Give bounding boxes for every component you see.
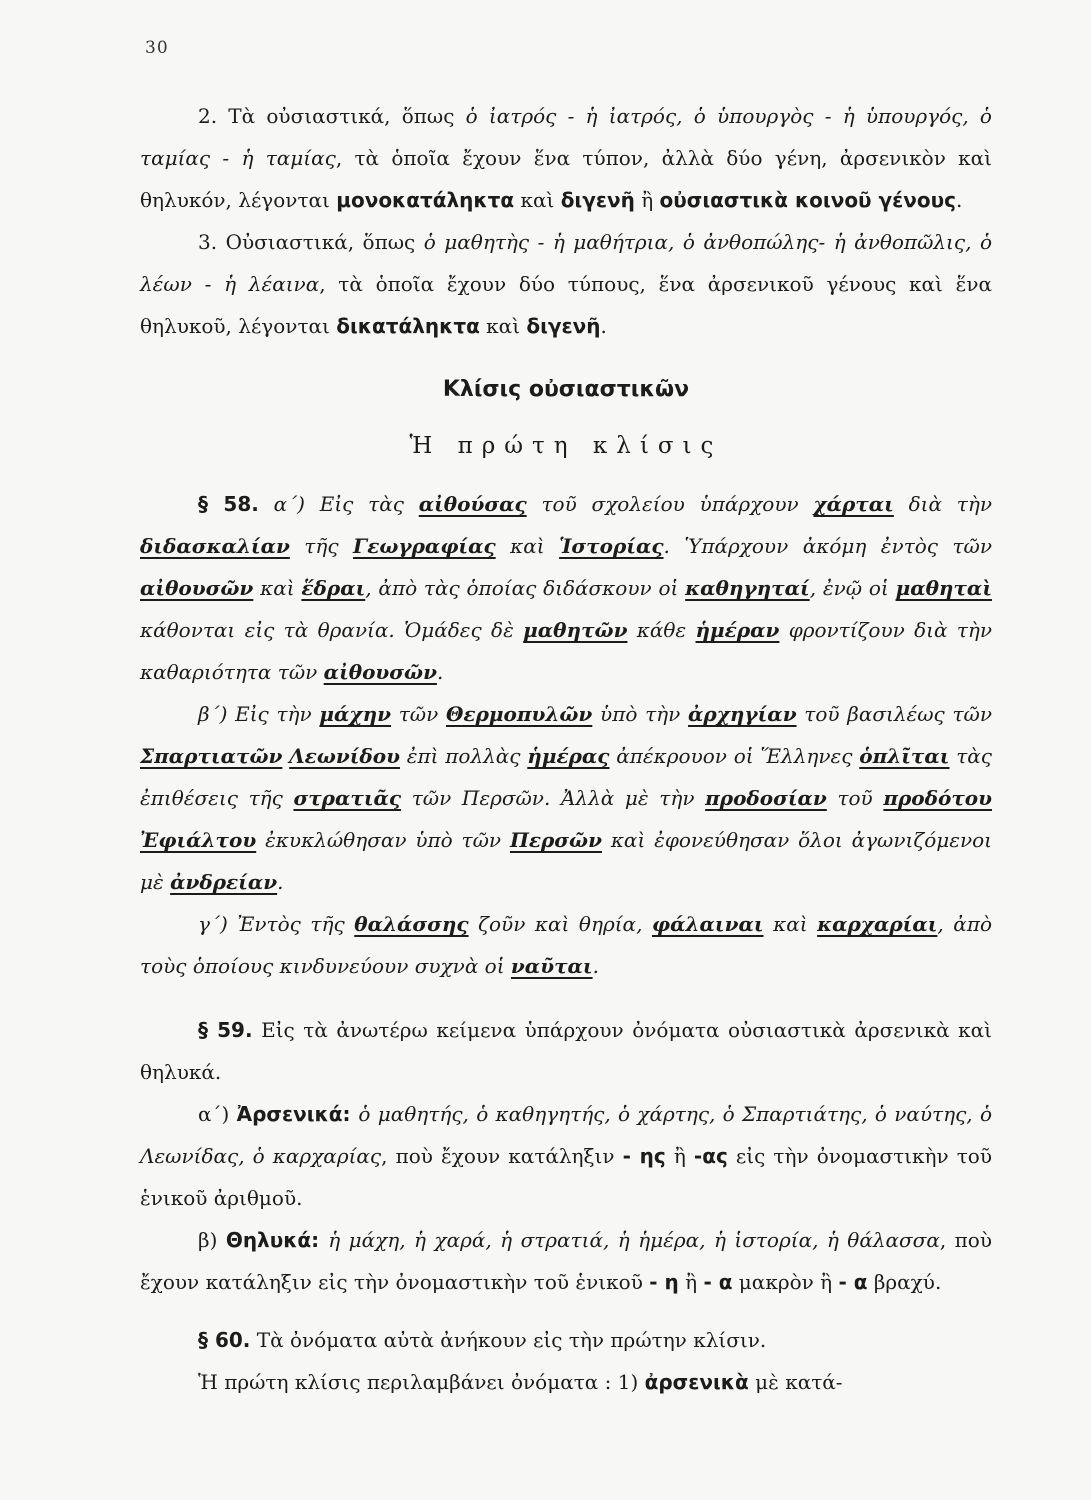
- underlined-word: ἡμέρας: [527, 744, 610, 768]
- text: ἐκυκλώθησαν ὑπὸ τῶν: [256, 828, 510, 852]
- paragraph-58a: [140, 483, 992, 693]
- text: α΄): [198, 1102, 237, 1126]
- text: ὑπὸ τὴν: [592, 702, 689, 726]
- term-digeni: διγενῆ: [560, 188, 635, 212]
- underlined-word: Γεωγραφίας: [353, 534, 496, 558]
- text: τοῦ: [826, 786, 884, 810]
- text: .: [436, 660, 444, 684]
- page-body: [140, 95, 992, 1403]
- text: ἢ: [678, 1270, 704, 1294]
- text: :: [342, 1102, 359, 1126]
- spacer: [140, 987, 992, 1009]
- text: β): [198, 1228, 226, 1252]
- text: τῶν Περσῶν. Ἀλλὰ μὲ τὴν: [401, 786, 706, 810]
- underlined-word: προδοσίαν: [705, 786, 827, 810]
- text: , τὰ ὁποῖα ἔχουν ἕνα τύπον, ἀλλὰ δύο γένη, ἀρσενικὸν καὶ θηλυκόν, λέγονται: [140, 146, 992, 212]
- text: .: [600, 314, 607, 338]
- underlined-word: Θερμοπυλῶν: [445, 702, 593, 726]
- section-subheading: Ἡ πρώτη κλίσις: [409, 433, 723, 459]
- paragraph-3: [140, 221, 992, 347]
- text: Εἰς τὰς: [319, 492, 419, 516]
- underlined-word: ἡμέραν: [695, 618, 780, 642]
- underlined-word: αἰθουσῶν: [140, 576, 254, 600]
- underlined-word: μαθηταὶ: [895, 576, 992, 600]
- example-words: ἡ μάχη, ἡ χαρά, ἡ στρατιά, ἡ ἡμέρα, ἡ ἱστορία, ἡ θάλασσα: [328, 1228, 940, 1252]
- text: α΄): [258, 492, 320, 516]
- text: καὶ: [479, 314, 527, 338]
- text: , τὰ ὁποῖα ἔχουν δύο τύπους, ἕνα ἀρσενικοῦ γένους καὶ ἕνα θηλυκοῦ, λέγονται: [140, 272, 993, 338]
- paragraph-58c: [140, 903, 992, 987]
- underlined-word: διδασκαλίαν: [140, 534, 290, 558]
- paragraph-59a: [140, 1093, 992, 1219]
- text: γ΄): [198, 912, 238, 936]
- underlined-word: ὁπλῖται: [859, 744, 950, 768]
- text: καὶ: [514, 188, 561, 212]
- ending: -ας: [693, 1144, 728, 1168]
- underlined-word: φάλαιναι: [651, 912, 764, 936]
- text: Εἰς τὴν: [235, 702, 320, 726]
- example-words: ὁ ἰατρός - ἡ ἰατρός, ὁ ὑπουργὸς - ἡ ὑπουργός, ὁ ταμίας - ἡ ταμίας: [140, 104, 992, 170]
- text: ζοῦν καὶ θηρία,: [468, 912, 652, 936]
- term-thilyka: Θηλυκά: [225, 1228, 312, 1252]
- paragraph-58b: [140, 693, 992, 903]
- text: κάθονται εἰς τὰ θρανία. Ὁμάδες δὲ: [140, 618, 524, 642]
- text: τῆς: [289, 534, 354, 558]
- text: εἰς τὴν ὀνομαστικὴν τοῦ ἑνικοῦ ἀριθμοῦ.: [140, 1144, 993, 1210]
- underlined-word: στρατιᾶς: [293, 786, 402, 810]
- term-monokatalikta: μονοκατάληκτα: [336, 188, 515, 212]
- text: .: [277, 870, 284, 894]
- text: καὶ ἐφονεύθησαν ὅλοι ἀγωνιζόμενοι μὲ: [140, 828, 993, 894]
- text: βραχύ.: [867, 1270, 942, 1294]
- text: , ἐνῷ οἱ: [809, 576, 896, 600]
- text: φροντίζουν διὰ τὴν καθαριότητα τῶν: [140, 618, 993, 684]
- underlined-word: Σπαρτιατῶν: [140, 744, 283, 768]
- underlined-word: θαλάσσης: [354, 912, 469, 936]
- paragraph-60b: [140, 1361, 992, 1403]
- underlined-word: προδότου: [883, 786, 992, 810]
- text: Τὰ ὀνόματα αὐτὰ ἀνήκουν εἰς τὴν πρώτην κλίσιν.: [250, 1328, 767, 1352]
- text: διὰ τὴν: [893, 492, 992, 516]
- term-arsenika: ἀρσενικὰ: [644, 1370, 749, 1394]
- underlined-word: ἀνδρείαν: [170, 870, 278, 894]
- text: ἢ: [634, 188, 660, 212]
- text: .: [592, 954, 599, 978]
- underlined-word: μαθητῶν: [523, 618, 628, 642]
- underlined-word: μάχην: [319, 702, 391, 726]
- text: ἀπέκρουον οἱ Ἕλληνες: [609, 744, 860, 768]
- underlined-word: ναῦται: [510, 954, 593, 978]
- text: . Ὑπάρχουν ἀκόμη ἐντὸς τῶν: [663, 534, 992, 558]
- text: 3. Οὐσιαστικά, ὅπως: [198, 230, 424, 254]
- text: κάθε: [627, 618, 696, 642]
- spacer: [140, 1303, 992, 1319]
- paragraph-59b: [140, 1219, 992, 1303]
- section-number: § 59.: [198, 1018, 253, 1042]
- paragraph-59: [140, 1009, 992, 1093]
- text: τοῦ βασιλέως τῶν: [796, 702, 993, 726]
- text: Ἐντὸς τῆς: [237, 912, 355, 936]
- section-number: § 58.: [198, 492, 259, 516]
- text: μὲ κατά-: [748, 1370, 843, 1394]
- text: .: [956, 188, 963, 212]
- text: καὶ: [763, 912, 818, 936]
- example-words: ὁ μαθητής, ὁ καθηγητής, ὁ χάρτης, ὁ Σπαρτιάτης, ὁ ναύτης, ὁ Λεωνίδας, ὁ καρχαρίας: [140, 1102, 993, 1168]
- text: ἐπὶ πολλὰς: [400, 744, 528, 768]
- text: :: [311, 1228, 329, 1252]
- text: τῶν: [391, 702, 446, 726]
- text: , ἀπὸ τὰς ὁποίας διδάσκουν οἱ: [365, 576, 686, 600]
- underlined-word: αἰθουσῶν: [323, 660, 437, 684]
- page-number: 30: [145, 38, 169, 58]
- term-arsenika: Ἀρσενικά: [236, 1102, 343, 1126]
- ending: - α: [703, 1270, 733, 1294]
- ending: - ης: [622, 1144, 666, 1168]
- underlined-word: καθηγηταί: [685, 576, 810, 600]
- section-number: § 60.: [198, 1328, 251, 1352]
- underlined-word: ἀρχηγίαν: [688, 702, 797, 726]
- example-words: ὁ μαθητὴς - ἡ μαθήτρια, ὁ ἀνθοπώλης- ἡ ἀνθοπῶλις, ὁ λέων - ἡ λέαινα: [140, 230, 992, 296]
- section-heading: Κλίσις οὐσιαστικῶν: [442, 377, 690, 402]
- underlined-word: Περσῶν: [509, 828, 602, 852]
- text: , ποὺ ἔχουν κατάληξιν: [381, 1144, 623, 1168]
- text: μακρὸν ἢ: [732, 1270, 839, 1294]
- text: 2. Τὰ οὐσιαστικά, ὅπως: [198, 104, 466, 128]
- ending: - α: [838, 1270, 868, 1294]
- term-dikatalikta: δικατάληκτα: [336, 314, 480, 338]
- text: καὶ: [495, 534, 560, 558]
- term-digeni: διγενῆ: [526, 314, 601, 338]
- text: τὰς ἐπιθέσεις τῆς: [140, 744, 992, 810]
- underlined-word: χάρται: [813, 492, 894, 516]
- ending: - η: [649, 1270, 679, 1294]
- underlined-word: αἰθούσας: [418, 492, 527, 516]
- underlined-word: Ἱστορίας: [559, 534, 664, 558]
- text: β΄): [198, 702, 236, 726]
- underlined-word: Λεωνίδου: [289, 744, 400, 768]
- text: ἢ: [665, 1144, 694, 1168]
- text: , ποὺ ἔχουν κατάληξιν εἰς τὴν ὀνομαστικὴν τοῦ ἑνικοῦ: [140, 1228, 992, 1294]
- underlined-word: ἕδραι: [301, 576, 366, 600]
- text: καὶ: [253, 576, 302, 600]
- underlined-word: Ἐφιάλτου: [140, 828, 257, 852]
- text: Ἡ πρώτη κλίσις περιλαμβάνει ὀνόματα : 1): [198, 1370, 645, 1394]
- paragraph-60: [140, 1319, 992, 1361]
- term-koinou-genous: οὐσιαστικὰ κοινοῦ γένους: [659, 188, 957, 212]
- text: , ἀπὸ τοὺς ὁποίους κινδυνεύουν συχνὰ οἱ: [140, 912, 992, 978]
- text: τοῦ σχολείου ὑπάρχουν: [526, 492, 814, 516]
- text: Εἰς τὰ ἀνωτέρω κείμενα ὑπάρχουν ὀνόματα οὐσιαστικὰ ἀρσενικὰ καὶ θηλυκά.: [140, 1018, 992, 1084]
- underlined-word: καρχαρίαι: [817, 912, 938, 936]
- paragraph-2: [140, 95, 992, 221]
